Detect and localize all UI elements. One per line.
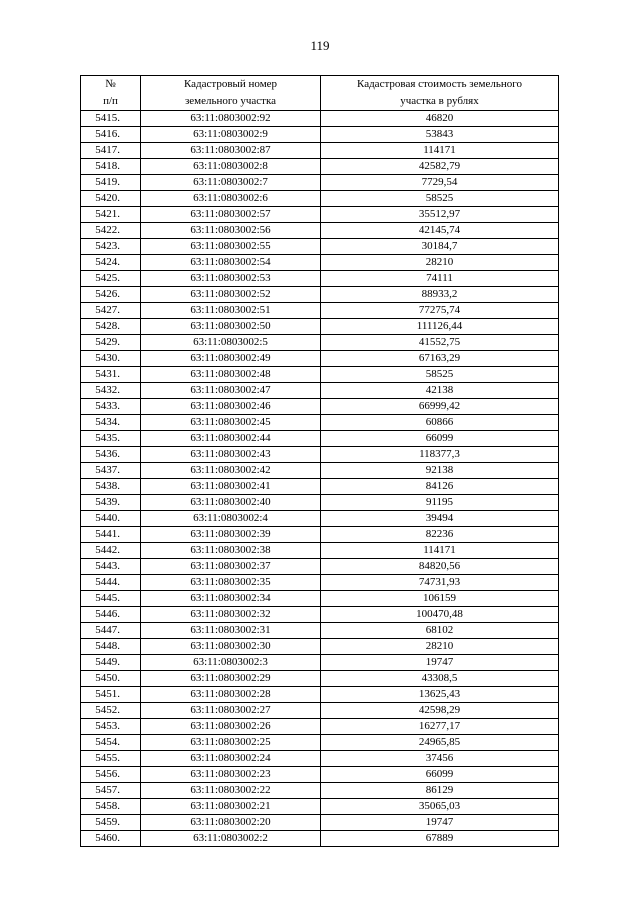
header-cadastral-value-sub: участка в рублях	[321, 93, 559, 111]
table-row	[81, 111, 559, 127]
row-number: 5441.	[81, 527, 141, 543]
cadastral-value: 53843	[321, 127, 559, 143]
cadastral-value: 42582,79	[321, 159, 559, 175]
row-number: 5458.	[81, 799, 141, 815]
cadastral-number: 63:11:0803002:55	[141, 239, 321, 255]
row-number: 5455.	[81, 751, 141, 767]
row-number: 5425.	[81, 271, 141, 287]
row-number: 5460.	[81, 831, 141, 847]
cadastral-value: 19747	[321, 655, 559, 671]
table-body	[81, 111, 559, 847]
cadastral-value: 114171	[321, 543, 559, 559]
row-number: 5424.	[81, 255, 141, 271]
cadastral-number: 63:11:0803002:54	[141, 255, 321, 271]
row-number: 5420.	[81, 191, 141, 207]
table-row	[81, 719, 559, 735]
row-number: 5438.	[81, 479, 141, 495]
table-row	[81, 479, 559, 495]
table-row	[81, 511, 559, 527]
row-number: 5430.	[81, 351, 141, 367]
cadastral-number: 63:11:0803002:34	[141, 591, 321, 607]
cadastral-number: 63:11:0803002:57	[141, 207, 321, 223]
row-number: 5432.	[81, 383, 141, 399]
cadastral-number: 63:11:0803002:92	[141, 111, 321, 127]
cadastral-value: 66999,42	[321, 399, 559, 415]
cadastral-value: 42598,29	[321, 703, 559, 719]
row-number: 5426.	[81, 287, 141, 303]
table-row	[81, 351, 559, 367]
table-row	[81, 799, 559, 815]
cadastral-number: 63:11:0803002:28	[141, 687, 321, 703]
table-row	[81, 207, 559, 223]
row-number: 5443.	[81, 559, 141, 575]
cadastral-number: 63:11:0803002:8	[141, 159, 321, 175]
table-row	[81, 559, 559, 575]
table-row	[81, 447, 559, 463]
cadastral-number: 63:11:0803002:22	[141, 783, 321, 799]
header-number-sub: п/п	[81, 93, 141, 111]
row-number: 5444.	[81, 575, 141, 591]
table-row	[81, 495, 559, 511]
cadastral-number: 63:11:0803002:38	[141, 543, 321, 559]
cadastral-number: 63:11:0803002:44	[141, 431, 321, 447]
page-number: 119	[310, 38, 330, 53]
cadastral-value: 13625,43	[321, 687, 559, 703]
cadastral-value: 35065,03	[321, 799, 559, 815]
cadastral-value: 28210	[321, 255, 559, 271]
cadastral-value: 114171	[321, 143, 559, 159]
header-cadastral-number: Кадастровый номер	[141, 76, 321, 94]
cadastral-value: 39494	[321, 511, 559, 527]
cadastral-number: 63:11:0803002:4	[141, 511, 321, 527]
table-row	[81, 655, 559, 671]
cadastral-number: 63:11:0803002:46	[141, 399, 321, 415]
cadastral-value: 106159	[321, 591, 559, 607]
row-number: 5440.	[81, 511, 141, 527]
cadastral-value: 28210	[321, 639, 559, 655]
cadastral-number: 63:11:0803002:40	[141, 495, 321, 511]
cadastral-number: 63:11:0803002:39	[141, 527, 321, 543]
table-row	[81, 271, 559, 287]
row-number: 5429.	[81, 335, 141, 351]
table-row	[81, 399, 559, 415]
row-number: 5436.	[81, 447, 141, 463]
header-number: №	[81, 76, 141, 94]
cadastral-value: 118377,3	[321, 447, 559, 463]
cadastral-value: 24965,85	[321, 735, 559, 751]
table-row	[81, 127, 559, 143]
cadastral-number: 63:11:0803002:37	[141, 559, 321, 575]
cadastral-number: 63:11:0803002:23	[141, 767, 321, 783]
table-row	[81, 815, 559, 831]
cadastral-value: 37456	[321, 751, 559, 767]
table-row	[81, 239, 559, 255]
cadastral-number: 63:11:0803002:49	[141, 351, 321, 367]
cadastral-value: 82236	[321, 527, 559, 543]
table-row	[81, 783, 559, 799]
cadastral-value: 35512,97	[321, 207, 559, 223]
cadastral-value: 91195	[321, 495, 559, 511]
row-number: 5417.	[81, 143, 141, 159]
table-row	[81, 575, 559, 591]
cadastral-number: 63:11:0803002:6	[141, 191, 321, 207]
cadastral-number: 63:11:0803002:2	[141, 831, 321, 847]
cadastral-number: 63:11:0803002:20	[141, 815, 321, 831]
table-row	[81, 671, 559, 687]
cadastral-number: 63:11:0803002:52	[141, 287, 321, 303]
cadastral-value: 30184,7	[321, 239, 559, 255]
cadastral-value: 68102	[321, 623, 559, 639]
cadastral-number: 63:11:0803002:21	[141, 799, 321, 815]
cadastral-value: 88933,2	[321, 287, 559, 303]
table-row	[81, 687, 559, 703]
cadastral-value: 77275,74	[321, 303, 559, 319]
row-number: 5445.	[81, 591, 141, 607]
cadastral-number: 63:11:0803002:43	[141, 447, 321, 463]
cadastral-value: 67163,29	[321, 351, 559, 367]
table-row	[81, 175, 559, 191]
cadastral-value: 92138	[321, 463, 559, 479]
table-row	[81, 223, 559, 239]
row-number: 5437.	[81, 463, 141, 479]
cadastral-number: 63:11:0803002:7	[141, 175, 321, 191]
header-cadastral-value: Кадастровая стоимость земельного	[321, 76, 559, 94]
cadastral-number: 63:11:0803002:3	[141, 655, 321, 671]
cadastral-value: 46820	[321, 111, 559, 127]
cadastral-value: 19747	[321, 815, 559, 831]
cadastral-value: 41552,75	[321, 335, 559, 351]
table-row	[81, 367, 559, 383]
cadastral-value: 42145,74	[321, 223, 559, 239]
table-row	[81, 287, 559, 303]
cadastral-value: 43308,5	[321, 671, 559, 687]
cadastral-number: 63:11:0803002:47	[141, 383, 321, 399]
row-number: 5423.	[81, 239, 141, 255]
cadastral-number: 63:11:0803002:24	[141, 751, 321, 767]
cadastral-value: 16277,17	[321, 719, 559, 735]
row-number: 5421.	[81, 207, 141, 223]
cadastral-number: 63:11:0803002:53	[141, 271, 321, 287]
table-row	[81, 335, 559, 351]
table-row	[81, 607, 559, 623]
cadastral-number: 63:11:0803002:5	[141, 335, 321, 351]
cadastral-value: 58525	[321, 367, 559, 383]
table-row	[81, 527, 559, 543]
table-row	[81, 383, 559, 399]
table-row	[81, 255, 559, 271]
cadastral-value: 74111	[321, 271, 559, 287]
table-row	[81, 751, 559, 767]
table-row	[81, 159, 559, 175]
row-number: 5453.	[81, 719, 141, 735]
cadastral-value: 7729,54	[321, 175, 559, 191]
header-cadastral-number-sub: земельного участка	[141, 93, 321, 111]
table-row	[81, 543, 559, 559]
table-row	[81, 735, 559, 751]
cadastral-value: 66099	[321, 431, 559, 447]
cadastral-number: 63:11:0803002:35	[141, 575, 321, 591]
row-number: 5447.	[81, 623, 141, 639]
cadastral-number: 63:11:0803002:30	[141, 639, 321, 655]
row-number: 5431.	[81, 367, 141, 383]
row-number: 5427.	[81, 303, 141, 319]
row-number: 5416.	[81, 127, 141, 143]
row-number: 5428.	[81, 319, 141, 335]
row-number: 5449.	[81, 655, 141, 671]
row-number: 5459.	[81, 815, 141, 831]
cadastral-value: 66099	[321, 767, 559, 783]
row-number: 5448.	[81, 639, 141, 655]
row-number: 5418.	[81, 159, 141, 175]
cadastral-table	[80, 75, 559, 847]
table-row	[81, 639, 559, 655]
cadastral-value: 111126,44	[321, 319, 559, 335]
table-row	[81, 431, 559, 447]
row-number: 5446.	[81, 607, 141, 623]
table-row	[81, 591, 559, 607]
cadastral-value: 60866	[321, 415, 559, 431]
table-header	[81, 76, 559, 111]
table-row	[81, 319, 559, 335]
row-number: 5419.	[81, 175, 141, 191]
cadastral-number: 63:11:0803002:26	[141, 719, 321, 735]
row-number: 5434.	[81, 415, 141, 431]
cadastral-number: 63:11:0803002:31	[141, 623, 321, 639]
row-number: 5454.	[81, 735, 141, 751]
row-number: 5442.	[81, 543, 141, 559]
cadastral-number: 63:11:0803002:9	[141, 127, 321, 143]
cadastral-number: 63:11:0803002:45	[141, 415, 321, 431]
cadastral-number: 63:11:0803002:42	[141, 463, 321, 479]
cadastral-value: 74731,93	[321, 575, 559, 591]
row-number: 5422.	[81, 223, 141, 239]
row-number: 5452.	[81, 703, 141, 719]
table-row	[81, 415, 559, 431]
cadastral-value: 86129	[321, 783, 559, 799]
table-row	[81, 767, 559, 783]
cadastral-number: 63:11:0803002:48	[141, 367, 321, 383]
cadastral-number: 63:11:0803002:32	[141, 607, 321, 623]
cadastral-value: 84820,56	[321, 559, 559, 575]
cadastral-number: 63:11:0803002:56	[141, 223, 321, 239]
cadastral-number: 63:11:0803002:50	[141, 319, 321, 335]
table-row	[81, 463, 559, 479]
row-number: 5457.	[81, 783, 141, 799]
table-row	[81, 143, 559, 159]
row-number: 5433.	[81, 399, 141, 415]
row-number: 5451.	[81, 687, 141, 703]
table-row	[81, 623, 559, 639]
row-number: 5415.	[81, 111, 141, 127]
table-row	[81, 303, 559, 319]
cadastral-number: 63:11:0803002:41	[141, 479, 321, 495]
cadastral-number: 63:11:0803002:29	[141, 671, 321, 687]
table-row	[81, 191, 559, 207]
cadastral-value: 67889	[321, 831, 559, 847]
row-number: 5456.	[81, 767, 141, 783]
cadastral-value: 42138	[321, 383, 559, 399]
row-number: 5439.	[81, 495, 141, 511]
cadastral-value: 100470,48	[321, 607, 559, 623]
row-number: 5450.	[81, 671, 141, 687]
table-row	[81, 703, 559, 719]
cadastral-number: 63:11:0803002:87	[141, 143, 321, 159]
row-number: 5435.	[81, 431, 141, 447]
cadastral-number: 63:11:0803002:27	[141, 703, 321, 719]
table-row	[81, 831, 559, 847]
cadastral-value: 84126	[321, 479, 559, 495]
cadastral-number: 63:11:0803002:51	[141, 303, 321, 319]
cadastral-number: 63:11:0803002:25	[141, 735, 321, 751]
cadastral-value: 58525	[321, 191, 559, 207]
